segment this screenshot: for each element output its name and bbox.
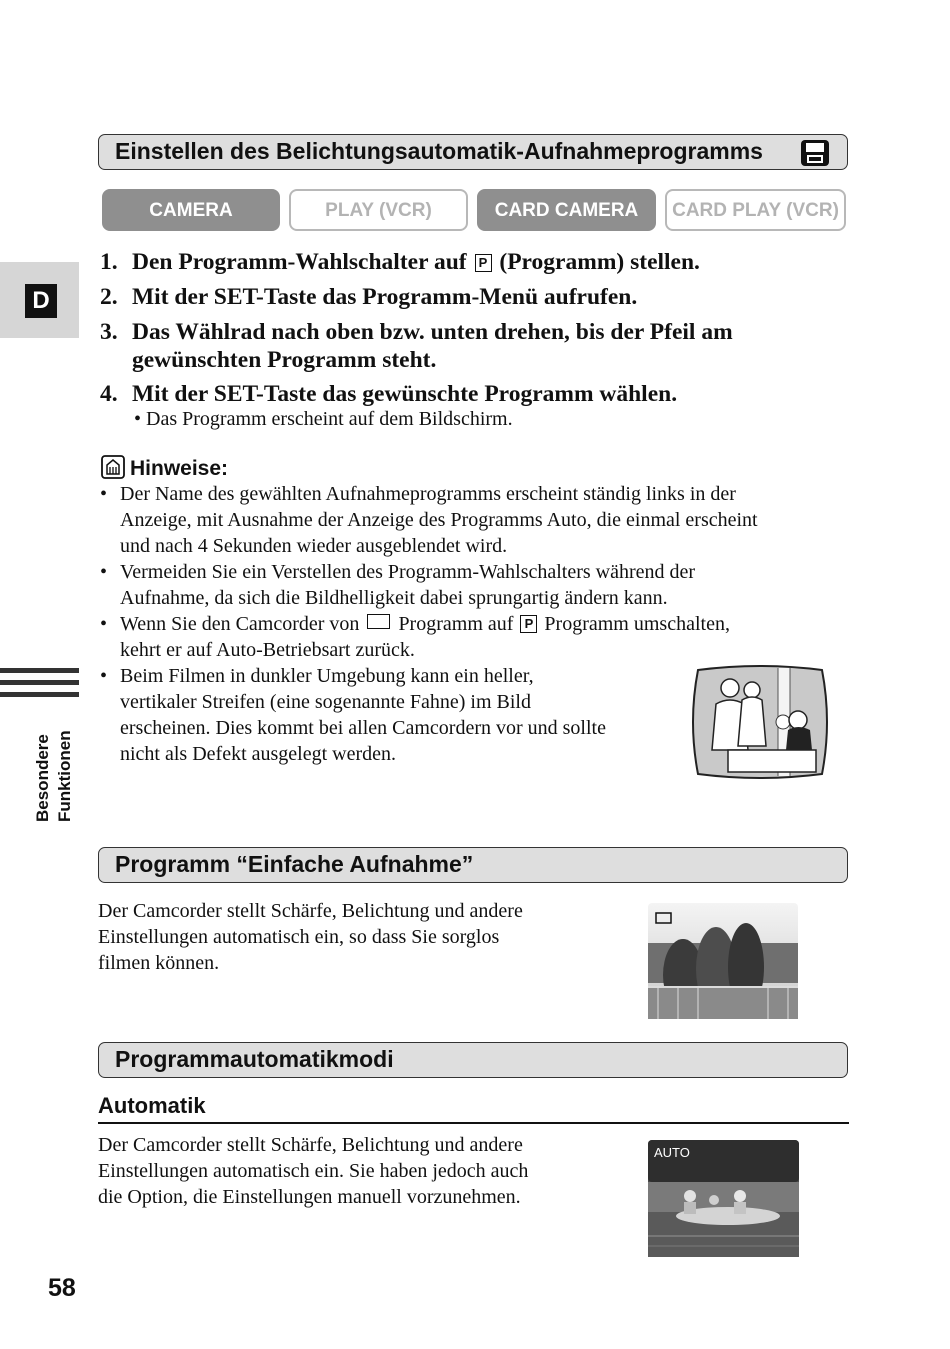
note-line: Beim Filmen in dunkler Umgebung kann ein heller, bbox=[120, 665, 534, 687]
body-line: Der Camcorder stellt Schärfe, Belichtung und andere bbox=[98, 900, 523, 922]
note-line: Programm auf bbox=[398, 613, 514, 635]
note-line: Wenn Sie den Camcorder von bbox=[120, 613, 360, 635]
section-title: Einstellen des Belichtungsautomatik-Aufnahmeprogramms bbox=[115, 138, 763, 164]
body-line: filmen können. bbox=[98, 952, 220, 974]
bullet-dot: • bbox=[134, 408, 142, 430]
camcorder-icon bbox=[799, 137, 831, 168]
note-line: Programm umschalten, bbox=[544, 613, 730, 635]
step-4-note bbox=[134, 406, 513, 432]
bullet-dot: • bbox=[100, 613, 108, 635]
section-title: Programmautomatikmodi bbox=[115, 1046, 394, 1072]
language-letter: D bbox=[25, 284, 57, 318]
page-number: 58 bbox=[48, 1274, 76, 1302]
step-text: Mit der SET-Taste das Programm-Menü aufrufen. bbox=[132, 284, 638, 310]
section-title: Programm “Einfache Aufnahme” bbox=[115, 851, 474, 877]
section-header-easy-recording bbox=[98, 847, 848, 883]
note-line: kehrt er auf Auto-Betriebsart zurück. bbox=[120, 639, 415, 661]
notes-title: Hinweise: bbox=[130, 457, 229, 480]
auto-indicator: AUTO bbox=[654, 1145, 690, 1160]
step-number: 1. bbox=[100, 249, 118, 275]
subheading-rule bbox=[98, 1122, 849, 1124]
note-line: Vermeiden Sie ein Verstellen des Programm-Wahlschalters während der bbox=[120, 561, 696, 583]
step-text: (Programm) stellen. bbox=[499, 249, 700, 275]
bullet-dot: • bbox=[100, 561, 108, 583]
step-text: Mit der SET-Taste das gewünschte Programm wählen. bbox=[132, 381, 678, 407]
note-line: Anzeige, mit Ausnahme der Anzeige des Programms Auto, die einmal erscheint bbox=[120, 509, 758, 531]
side-bar bbox=[0, 668, 79, 673]
step-number: 4. bbox=[100, 381, 118, 407]
program-p-icon: P bbox=[520, 615, 537, 633]
step-text: Den Programm-Wahlschalter auf bbox=[132, 249, 467, 275]
smear-illustration bbox=[688, 664, 832, 780]
step-text: Das Wählrad nach oben bzw. unten drehen, bis der Pfeil am bbox=[132, 319, 733, 345]
body-line: Der Camcorder stellt Schärfe, Belichtung und andere bbox=[98, 1134, 523, 1156]
body-line: Einstellungen automatisch ein, so dass Sie sorglos bbox=[98, 926, 500, 948]
step-number: 2. bbox=[100, 284, 118, 310]
language-tab bbox=[0, 262, 79, 338]
notes-heading bbox=[100, 454, 228, 481]
note-text: Das Programm erscheint auf dem Bildschirm. bbox=[146, 408, 513, 430]
chapter-label bbox=[32, 730, 76, 822]
body-line: die Option, die Einstellungen manuell vorzunehmen. bbox=[98, 1186, 521, 1208]
subheading-automatik: Automatik bbox=[98, 1093, 206, 1118]
mode-camera: CAMERA bbox=[102, 189, 280, 231]
note-line: erscheinen. Dies kommt bei allen Camcordern vor und sollte bbox=[120, 717, 606, 739]
program-p-icon: P bbox=[475, 254, 492, 272]
mode-play-vcr: PLAY (VCR) bbox=[289, 189, 468, 231]
easy-recording-icon bbox=[367, 614, 390, 629]
step-number: 3. bbox=[100, 319, 118, 345]
section-header-program-modes bbox=[98, 1042, 848, 1078]
step-text: gewünschten Programm steht. bbox=[132, 347, 437, 373]
note-icon bbox=[100, 454, 126, 480]
automatik-text bbox=[98, 1132, 528, 1210]
auto-mode-photo bbox=[648, 1140, 799, 1257]
mode-card-play-vcr: CARD PLAY (VCR) bbox=[665, 189, 846, 231]
chapter-label-line2: Funktionen bbox=[55, 730, 74, 822]
body-line: Einstellungen automatisch ein. Sie haben jedoch auch bbox=[98, 1160, 529, 1182]
mode-card-camera: CARD CAMERA bbox=[477, 189, 656, 231]
side-bar bbox=[0, 692, 79, 697]
note-line: vertikaler Streifen (eine sogenannte Fahne) im Bild bbox=[120, 691, 531, 713]
note-line: nicht als Defekt ausgelegt werden. bbox=[120, 743, 397, 765]
section-header-exposure-program bbox=[98, 134, 848, 170]
chapter-label-line1: Besondere bbox=[33, 734, 52, 822]
bullet-dot: • bbox=[100, 483, 108, 505]
note-line: Der Name des gewählten Aufnahmeprogramms erscheint ständig links in der bbox=[120, 483, 736, 505]
note-line: und nach 4 Sekunden wieder ausgeblendet wird. bbox=[120, 535, 508, 557]
side-bar bbox=[0, 680, 79, 685]
easy-recording-photo bbox=[648, 903, 798, 1019]
note-line: Aufnahme, da sich die Bildhelligkeit dabei sprungartig ändern kann. bbox=[120, 587, 668, 609]
bullet-dot: • bbox=[100, 665, 108, 687]
easy-recording-text bbox=[98, 898, 523, 976]
